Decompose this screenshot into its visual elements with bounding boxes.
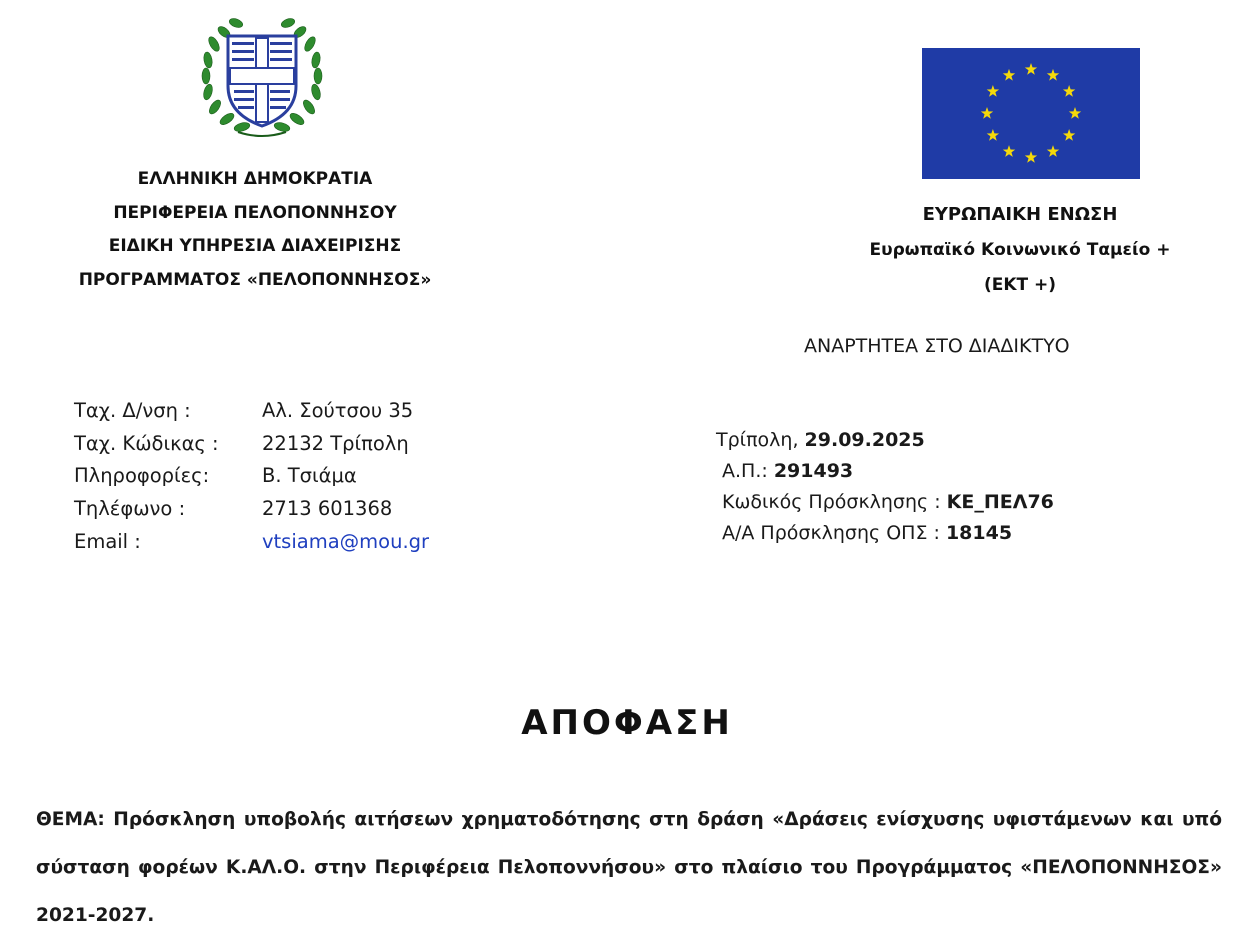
contact-label: Ταχ. Δ/νση : <box>74 399 191 422</box>
contact-label: Ταχ. Κώδικας : <box>74 431 219 455</box>
protocol-row <box>716 456 1054 487</box>
date-row <box>716 425 1054 456</box>
eu-flag-icon <box>922 48 1140 179</box>
document-date: 29.09.2025 <box>804 429 925 451</box>
contact-value: Αλ. Σούτσου 35 <box>262 399 414 422</box>
contact-value: 2713 601368 <box>262 497 393 521</box>
ops-row <box>716 518 1054 549</box>
call-code-label: Κωδικός Πρόσκλησης : <box>722 491 941 513</box>
ops-label: Α/Α Πρόσκλησης ΟΠΣ : <box>722 522 940 544</box>
ops-number: 18145 <box>945 522 1013 544</box>
issuer-header <box>30 163 480 297</box>
contact-label: Email : <box>74 529 141 553</box>
contact-value: Β. Τσιάμα <box>262 464 357 488</box>
document-title: ΑΠΟΦΑΣΗ <box>521 703 733 743</box>
reference-block <box>716 425 1054 549</box>
contact-label: Πληροφορίες: <box>74 464 210 488</box>
email-link[interactable]: vtsiama@mou.gr <box>262 529 430 553</box>
eu-header <box>840 198 1200 302</box>
issuer-line: ΠΕΡΙΦΕΡΕΙΑ ΠΕΛΟΠΟΝΝΗΣΟΥ <box>113 202 397 223</box>
eu-header-line: Ευρωπαϊκό Κοινωνικό Ταμείο + <box>869 240 1171 260</box>
eu-header-line: ΕΥΡΩΠΑΙΚΗ ΕΝΩΣΗ <box>922 204 1118 225</box>
contact-value: 22132 Τρίπολη <box>262 431 409 455</box>
issuer-line: ΠΡΟΓΡΑΜΜΑΤΟΣ «ΠΕΛΟΠΟΝΝΗΣΟΣ» <box>78 269 432 290</box>
publication-notice: ΑΝΑΡΤΗΤΕΑ ΣΤΟ ΔΙΑΔΙΚΤΥΟ <box>804 335 1070 357</box>
issuer-line: ΕΛΛΗΝΙΚΗ ΔΗΜΟΚΡΑΤΙΑ <box>137 169 373 189</box>
greek-emblem-icon <box>198 14 326 138</box>
protocol-label: Α.Π.: <box>722 460 768 482</box>
issuer-line: ΕΙΔΙΚΗ ΥΠΗΡΕΣΙΑ ΔΙΑΧΕΙΡΙΣΗΣ <box>108 236 402 256</box>
call-code-row <box>716 487 1054 518</box>
contact-label: Τηλέφωνο : <box>74 497 186 521</box>
protocol-number: 291493 <box>773 460 854 482</box>
call-code: ΚΕ_ΠΕΛ76 <box>946 491 1054 513</box>
place-label: Τρίπολη, <box>716 429 799 451</box>
eu-header-line: (ΕΚΤ +) <box>983 275 1057 295</box>
subject-paragraph: ΘΕΜΑ: Πρόσκληση υποβολής αιτήσεων χρηματοδότησης στη δράση «Δράσεις ενίσχυσης υφιστάμενων και υπό σύσταση φορέων Κ.ΑΛ.Ο. στην Περιφέρεια Πελοποννήσου» στο πλαίσιο του Προγράμματος «ΠΕΛΟΠΟΝΝΗΣΟΣ» 2021-2027. <box>36 809 1222 926</box>
